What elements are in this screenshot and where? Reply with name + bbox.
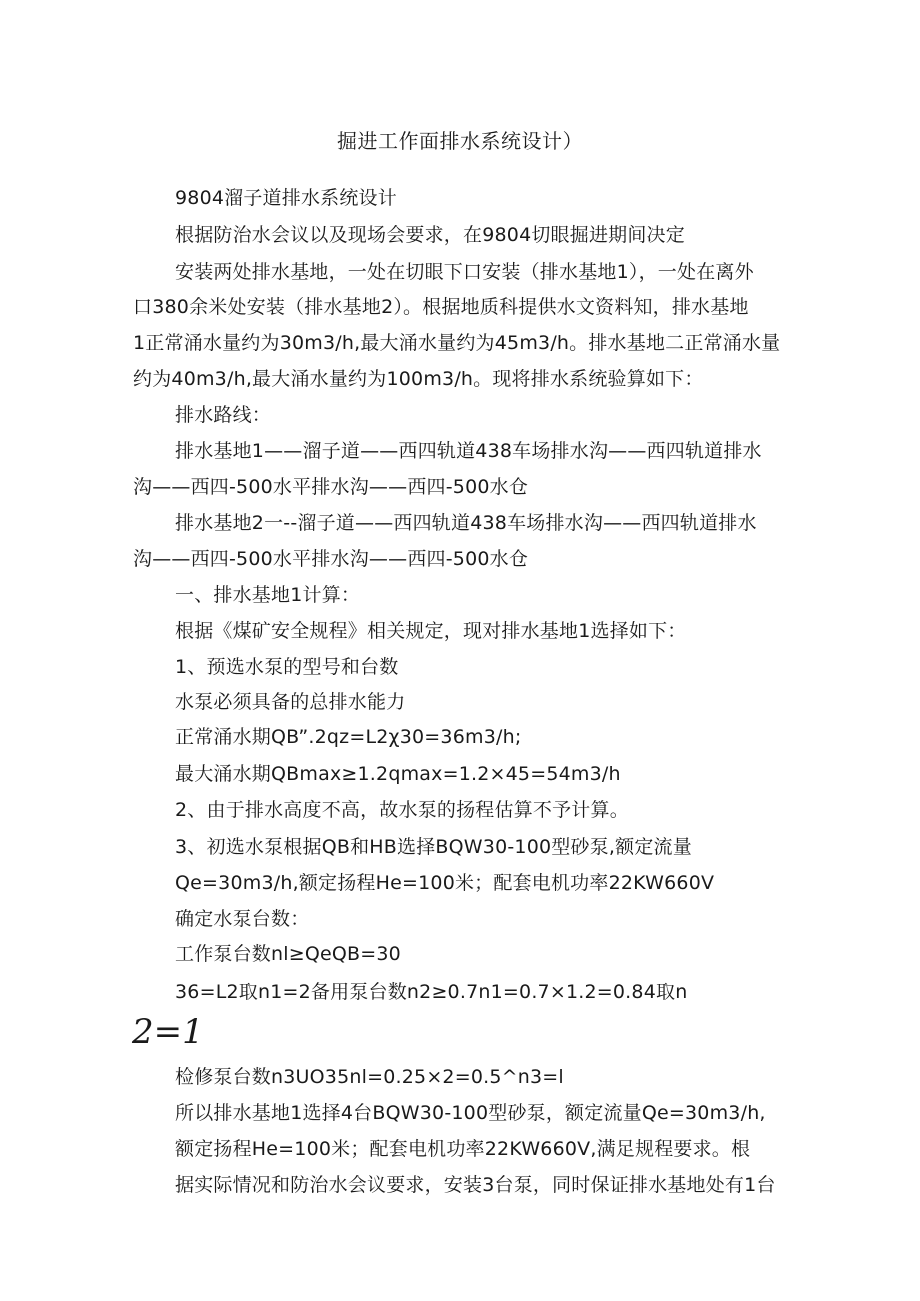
formula-line: 检修泵台数n3UO35nl=0.25×2=0.5^n3=l (175, 1066, 564, 1088)
paragraph-line: 排水基地2一--溜子道——西四轨道438车场排水沟——西四轨道排水 (175, 512, 757, 534)
formula-line: 工作泵台数nl≥QeQB=30 (175, 943, 401, 965)
paragraph-line: Qe=30m3/h,额定扬程He=100米；配套电机功率22KW660V (175, 872, 715, 894)
paragraph-line: 安装两处排水基地，一处在切眼下口安装（排水基地1），一处在离外 (175, 261, 754, 283)
formula-line: 最大涌水期QBmax≥1.2qmax=1.2×45=54m3/h (175, 763, 621, 785)
formula-line: 36=L2取n1=2备用泵台数n2≥0.7n1=0.7×1.2=0.84取n (175, 981, 688, 1003)
section-heading: 一、排水基地1计算： (175, 584, 361, 606)
paragraph-line: 排水基地1——溜子道——西四轨道438车场排水沟——西四轨道排水 (175, 440, 762, 462)
formula-fragment-large: 2=1 (132, 1012, 204, 1052)
section-heading: 确定水泵台数： (175, 908, 310, 930)
section-heading: 9804溜子道排水系统设计 (175, 187, 397, 209)
paragraph-line: 水泵必须具备的总排水能力 (175, 691, 406, 713)
paragraph-line: 额定扬程He=100米；配套电机功率22KW660V,满足规程要求。根 (175, 1138, 751, 1160)
paragraph-line: 根据防治水会议以及现场会要求，在9804切眼掘进期间决定 (175, 224, 685, 246)
section-heading: 排水路线： (175, 404, 272, 426)
paragraph-line: 据实际情况和防治水会议要求，安装3台泵，同时保证排水基地处有1台 (175, 1174, 776, 1196)
paragraph-line: 沟——西四-500水平排水沟——西四-500水仓 (133, 548, 529, 570)
paragraph-line: 沟——西四-500水平排水沟——西四-500水仓 (133, 476, 529, 498)
paragraph-line: 约为40m3/h,最大涌水量约为100m3/h。现将排水系统验算如下： (133, 368, 704, 390)
formula-line: 正常涌水期QB”.2qz=L2χ30=36m3/h; (175, 726, 522, 748)
document-title: 掘进工作面排水系统设计） (337, 129, 583, 153)
paragraph-line: 1正常涌水量约为30m3/h,最大涌水量约为45m3/h。排水基地二正常涌水量 (133, 332, 781, 354)
paragraph-line: 3、初选水泵根据QB和HB选择BQW30-100型砂泵,额定流量 (175, 836, 692, 858)
paragraph-line: 口380余米处安装（排水基地2）。根据地质科提供水文资料知，排水基地 (133, 296, 749, 318)
paragraph-line: 2、由于排水高度不高，故水泵的扬程估算不予计算。 (175, 799, 629, 821)
paragraph-line: 根据《煤矿安全规程》相关规定，现对排水基地1选择如下： (175, 620, 687, 642)
paragraph-line: 1、预选水泵的型号和台数 (175, 656, 399, 678)
paragraph-line: 所以排水基地1选择4台BQW30-100型砂泵，额定流量Qe=30m3/h, (175, 1102, 766, 1124)
